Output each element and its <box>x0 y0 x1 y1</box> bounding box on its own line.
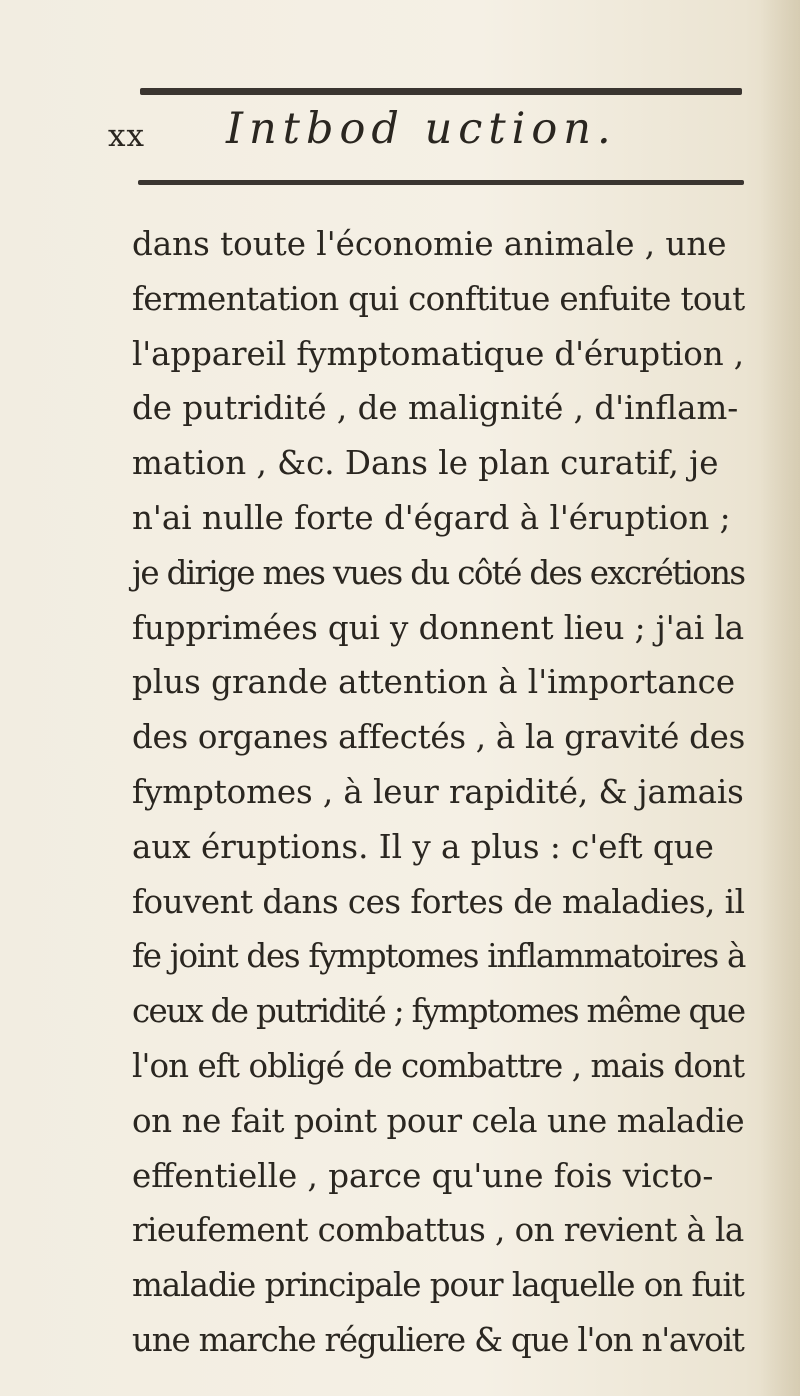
text-line: une marche réguliere & que l'on n'avoit <box>132 1320 744 1359</box>
text-line: ceux de putridité ; fymptomes même que <box>132 992 745 1031</box>
header-rule-top <box>140 88 742 95</box>
page-number: xx <box>108 118 145 154</box>
text-line: fermentation qui conftitue enfuite tout <box>132 279 745 318</box>
text-line: fymptomes , à leur rapidité, & jamais <box>132 772 744 811</box>
text-line: de putridité , de malignité , d'inflam- <box>132 389 739 428</box>
running-title: Intbod uction. <box>226 104 617 154</box>
text-line: l'on eft obligé de combattre , mais dont <box>132 1046 745 1085</box>
text-line: aux éruptions. Il y a plus : c'eft que <box>132 827 714 866</box>
text-line: je dirige mes vues du côté des excrétions <box>132 553 745 592</box>
text-line: mation , &c. Dans le plan curatif, je <box>132 444 719 483</box>
text-line: l'appareil fymptomatique d'éruption , <box>132 334 744 373</box>
body-text <box>132 217 744 1368</box>
text-line: fe joint des fymptomes inflammatoires à <box>132 937 746 976</box>
text-line: plus grande attention à l'importance <box>132 663 736 702</box>
text-line: on ne fait point pour cela une maladie <box>132 1101 745 1140</box>
text-line: fupprimées qui y donnent lieu ; j'ai la <box>132 608 745 647</box>
text-line: maladie principale pour laquelle on fuit <box>132 1266 744 1305</box>
running-header <box>108 104 748 154</box>
text-line: fouvent dans ces fortes de maladies, il <box>132 882 745 921</box>
text-line: n'ai nulle forte d'égard à l'éruption ; <box>132 498 731 537</box>
page-edge-shadow <box>760 0 800 1396</box>
text-line: dans toute l'économie animale , une <box>132 225 727 263</box>
text-line: des organes affectés , à la gravité des <box>132 718 746 757</box>
text-line: effentielle , parce qu'une fois victo- <box>132 1156 714 1195</box>
text-line: rieufement combattus , on revient à la <box>132 1211 744 1250</box>
header-rule-bottom <box>138 180 744 185</box>
